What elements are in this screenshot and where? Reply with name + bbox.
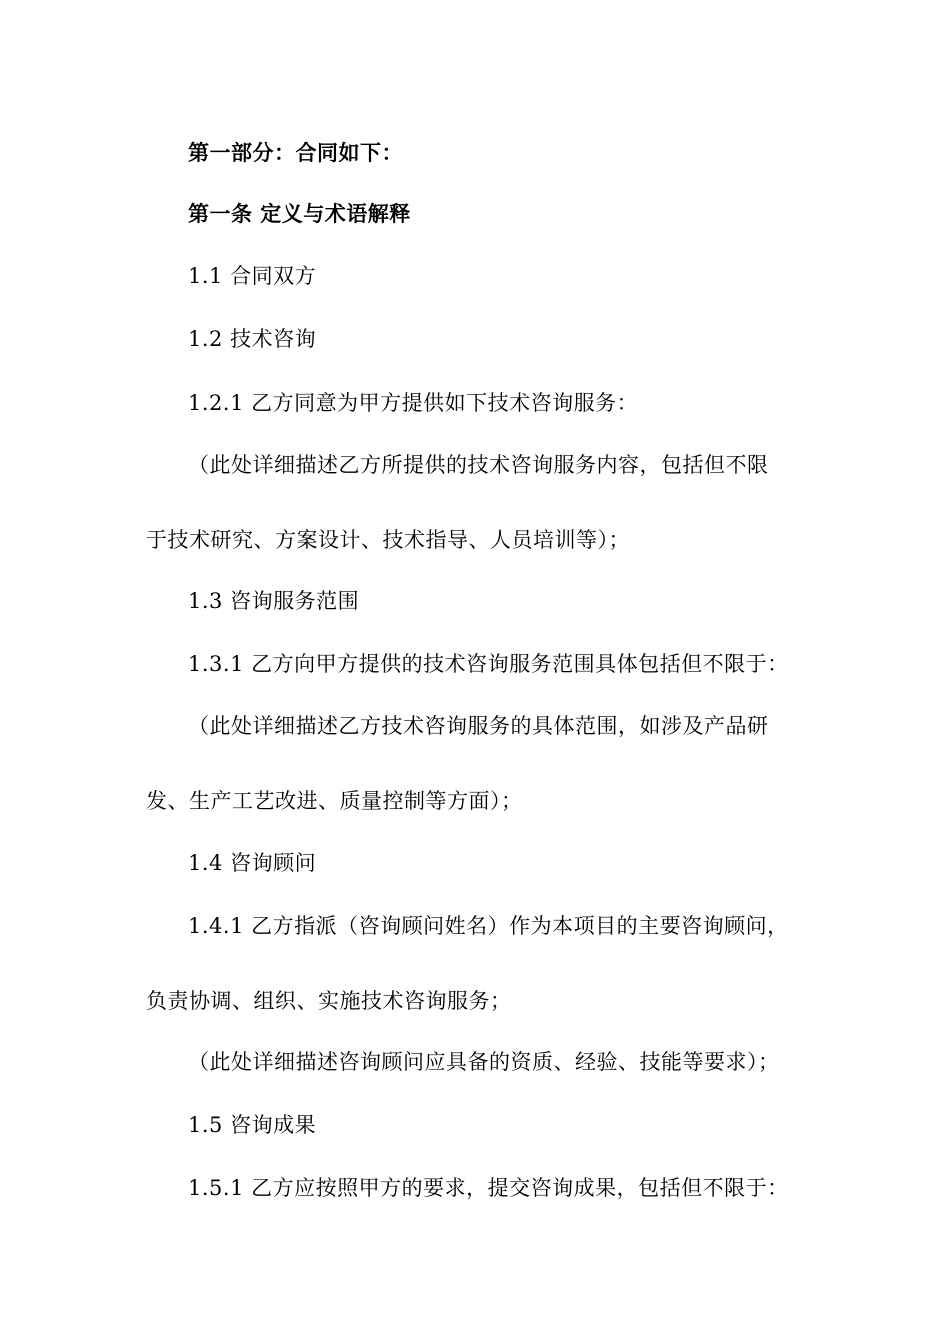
clause-1-1: 1.1 合同双方 — [188, 264, 317, 288]
clause-1-4: 1.4 咨询顾问 — [188, 851, 317, 875]
clause-1-5: 1.5 咨询成果 — [188, 1113, 317, 1137]
clause-1-3-1: 1.3.1 乙方向甲方提供的技术咨询服务范围具体包括但不限于： — [188, 652, 789, 676]
article-heading: 第一条 定义与术语解释 — [188, 202, 411, 226]
paragraph-line: 于技术研究、方案设计、技术指导、人员培训等）； — [146, 528, 630, 552]
paragraph-line: （此处详细描述咨询顾问应具备的资质、经验、技能等要求）； — [188, 1050, 780, 1074]
clause-1-3: 1.3 咨询服务范围 — [188, 589, 360, 613]
clause-1-4-1: 1.4.1 乙方指派（咨询顾问姓名）作为本项目的主要咨询顾问， — [188, 914, 789, 938]
paragraph-line: 发、生产工艺改进、质量控制等方面）； — [146, 789, 523, 813]
clause-1-2-1: 1.2.1 乙方同意为甲方提供如下技术咨询服务： — [188, 391, 639, 415]
part-heading: 第一部分：合同如下： — [188, 141, 403, 165]
paragraph-line: （此处详细描述乙方所提供的技术咨询服务内容，包括但不限 — [188, 453, 769, 477]
clause-1-5-1: 1.5.1 乙方应按照甲方的要求，提交咨询成果，包括但不限于： — [188, 1176, 789, 1200]
paragraph-line: 负责协调、组织、实施技术咨询服务； — [146, 989, 512, 1013]
paragraph-line: （此处详细描述乙方技术咨询服务的具体范围，如涉及产品研 — [188, 714, 769, 738]
clause-1-2: 1.2 技术咨询 — [188, 327, 317, 351]
